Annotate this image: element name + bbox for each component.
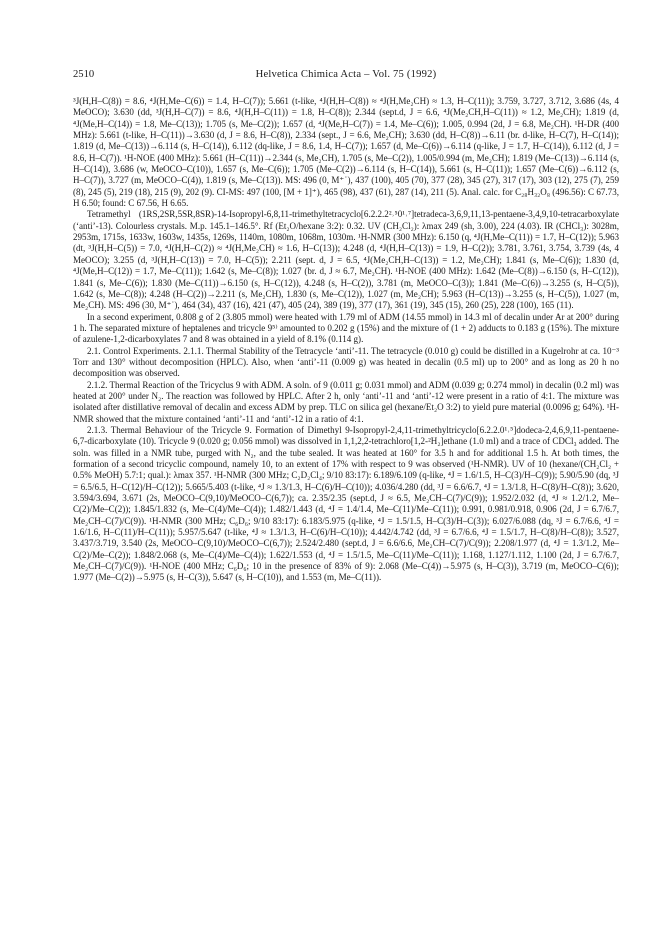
running-header [73, 69, 619, 85]
compound-anti-13-paragraph: Tetramethyl (1RS,2SR,5SR,8SR)-14-Isopropyl-6,8,11-trimethyltetracyclo[6.2.2.2²˒⁵0¹˒⁷]tetradeca-3,6,9,11,13-pentaene-3,4,9,10-tetracarboxylate (‘anti’-13). Colourless crystals. M.p. 145.1–146.5°. Rf (Et₂O/hexane 3:2): 0.32. UV (CH₂Cl₂): λmax 249 (sh, 3.00), 224 (4.03). IR (CHCl₃): 3028m, 2953m, 1715s, 1633w, 1603w, 1435s, 1269s, 1140m, 1080m, 1068m, 1030m. ¹H-NMR (300 MHz): 6.150 (q, ⁴J(H,Me–C(11)) = 1.7, H–C(12)); 5.963 (dt, ³J(H,H–C(5)) = 7.0, ⁴J(H,H–C(2)) ≈ ⁴J(H,Me₂CH) ≈ 1.6, H–C(13)); 4.248 (d, ⁴J(H,H–C(13)) = 1.9, H–C(2)); 3.781, 3.761, 3.754, 3.739 (4s, 4 MeOCO); 3.255 (d, ³J(H,H–C(13)) = 7.0, H–C(5)); 2.211 (sept. d, J = 6.5, ⁴J(Me₂CH,H–C(13)) = 1.2, Me₂CH); 1.841 (s, Me–C(6)); 1.830 (d, ⁴J(Me,H–C(12)) = 1.7, Me–C(11)); 1.642 (s, Me–C(8)); 1.027 (br. d, J ≈ 6.7, Me₂CH). ¹H-NOE (400 MHz): 1.642 (Me–C(8))→6.150 (s, H–C(12)), 1.841 (s, Me–C(6)); 1.830 (Me–C(11))→6.150 (s, H–C(12)), 4.248 (s, H–C(2)), 3.781 (m, MeOCO–C(3)); 1.841 (Me–C(6))→3.255 (s, H–C(5)), 1.642 (s, Me–C(8)); 4.248 (H–C(2))→2.211 (s, Me₂CH), 1.830 (s, Me–C(12)), 1.027 (m, Me₂CH); 5.963 (H–C(13))→3.255 (s, H–C(5)), 1.027 (m, Me₂CH). MS: 496 (30, M⁺˙), 464 (34), 437 (16), 421 (47), 405 (24), 389 (19), 377 (17), 361 (19), 345 (15), 260 (25), 228 (100), 165 (11). [73, 209, 619, 311]
nmr-data-paragraph: ³J(H,H–C(8)) = 8.6, ⁴J(H,Me–C(6)) = 1.4, H–C(7)); 5.661 (t-like, ⁴J(H,H–C(8)) ≈ ⁴J(H,Me₂CH) ≈ 1.3, H–C(11)); 3.759, 3.727, 3.712, 3.686 (4s, 4 MeOCO); 3.630 (dd, ³J(H,H–C(7)) = 8.6, ⁴J(H,H–C(11)) = 1.8, H–C(8)); 2.344 (sept.d, J = 6.6, ⁴J(Me₂CH,H–C(11)) ≈ 1.2, Me₂CH); 1.819 (d, ⁴J(Me,H–C(14)) = 1.8, Me–C(13)); 1.705 (s, Me–C(2)); 1.657 (d, ⁴J(Me,H–C(7)) = 1.4, Me–C(6)); 1.005, 0.994 (2d, J = 6.8, Me₂CH). ¹H-DR (400 MHz): 5.661 (t-like, H–C(11))→3.630 (d, J = 8.6, H–C(8)), 2.334 (sept., J = 6.6, Me₂CH); 3.630 (dd, H–C(8))→6.11 (br. d-like, H–C(7), H–C(14)); 1.819 (d, Me–C(13))→6.114 (s, H–C(14)), 6.112 (dq-like, J = 8.6, 1.4, H–C(7)); 1.657 (d, Me–C(6))→6.114 (q-like, J = 1.7, H–C(14)), 6.112 (d, J = 8.6, H–C(7)). ¹H-NOE (400 MHz): 5.661 (H–C(11))→2.344 (s, Me₂CH), 1.705 (s, Me–C(2)), 1.005/0.994 (m, Me₂CH); 1.819 (Me–C(13))→6.114 (s, H–C(14)), 3.686 (w, MeOCO–C(10)), 1.657 (s, Me–C(6)); 1.705 (Me–C(2))→6.114 (s, H–C(14)), 5.661 (s, H–C(11)); 1.657 (Me–C(6))→6.112 (s, H–C(7)), 3.727 (m, MeOCO–C(4)), 1.819 (s, Me–C(13)). MS: 496 (0, M⁺˙), 437 (100), 405 (70), 377 (28), 345 (27), 317 (17), 303 (12), 275 (7), 259 (8), 245 (5), 219 (18), 215 (9), 202 (9). CI-MS: 497 (100, [M + 1]⁺), 465 (98), 437 (61), 287 (14), 211 (5). Anal. calc. for C₂₈H₃₂O₈ (496.56): C 67.73, H 6.50; found: C 67.56, H 6.65. [73, 96, 619, 209]
control-experiments-paragraph: 2.1. Control Experiments. 2.1.1. Thermal Stability of the Tetracycle ‘anti’-11. The tetracycle (0.010 g) could be distilled in a Kugelrohr at ca. 10⁻³ Torr and 130° without decomposition (HPLC). Also, when ‘anti’-11 (0.009 g) was heated in decalin (0.5 ml) up to 200° and as long as 20 h no decomposition was observed. [73, 345, 619, 379]
page-number: 2510 [73, 69, 95, 80]
journal-title: Helvetica Chimica Acta – Vol. 75 (1992) [255, 69, 437, 80]
tricycle-thermal-paragraph: 2.1.3. Thermal Behaviour of the Tricycle 9. Formation of Dimethyl 9-Isopropyl-2,4,11-trimethyltricyclo[6.2.2.0¹˒⁵]dodeca-2,4,6,9,11-pentaene-6,7-dicarboxylate (10). Tricycle 9 (0.020 g; 0.056 mmol) was dissolved in 1,1,2,2-tetrachloro[1,2-²H₂]ethane (1.0 ml) and a trace of CDCl₃ added. The soln. was filled in a NMR tube, purged with N₂, and the tube sealed. It was heated at 160° for 3.5 h and for additional 1.5 h. At both times, the formation of a second tricyclic compound, namely 10, to an extent of 17% with respect to 9 was observed (¹H-NMR). UV of 10 (hexane/(CH₂Cl₂ + 0.5% MeOH) 5.7:1; qual.): λmax 357. ¹H-NMR (300 MHz; C₂D₂Cl₄; 9/10 83:17): 6.189/6.109 (q-like, ⁴J = 1.6/1.5, H–C(3)/H–C(9)); 5.90/5.90 (dq, ³J = 6.5/6.5, H–C(12)/H–C(12)); 5.665/5.403 (t-like, ⁴J ≈ 1.3/1.3, H–C(6)/H–C(10)); 4.036/4.280 (dd, ³J = 6.6/6.7, ⁴J = 1.3/1.8, H–C(8)/H–C(8)); 3.620, 3.594/3.694, 3.671 (2s, MeOCO–C(9,10)/MeOCO–C(6,7)); ca. 2.35/2.35 (sept.d, J ≈ 6.5, Me₂CH–C(7)/C(9)); 1.952/2.032 (d, ⁴J ≈ 1.2/1.2, Me–C(2)/Me–C(2)); 1.845/1.832 (s, Me–C(4)/Me–C(4)); 1.482/1.443 (d, ⁴J = 1.4/1.4, Me–C(11)/Me–C(11)); 0.991, 0.981/0.918, 0.906 (2d, J = 6.7/6.7, Me₂CH–C(7)/C(9)). ¹H-NMR (300 MHz; C₆D₆; 9/10 83:17): 6.183/5.975 (q-like, ⁴J = 1.5/1.5, H–C(3)/H–C(3)); 6.027/6.088 (dq, ³J = 6.7/6.6, ⁴J = 1.6/1.6, H–C(11)/H–C(11)); 5.957/5.647 (t-like, ⁴J ≈ 1.3/1.3, H–C(6)/H–C(10)); 4.442/4.742 (dd, ³J = 6.7/6.6, ⁴J = 1.5/1.7, H–C(8)/H–C(8)); 3.527, 3.437/3.719, 3.540 (2s, MeOCO–C(9,10)/MeOCO–C(6,7)); 2.524/2.480 (sept.d, J = 6.6/6.6, Me₂CH–C(7)/C(9)); 2.208/1.977 (d, ⁴J = 1.3/1.2, Me–C(2)/Me–C(2)); 1.848/2.068 (s, Me–C(4)/Me–C(4)); 1.622/1.553 (d, ⁴J = 1.5/1.5, Me–C(11)/Me–C(11)); 1.168, 1.127/1.112, 1.100 (2d, J = 6.7/6.7, Me₂CH–C(7)/C(9)). ¹H-NOE (400 MHz; C₆D₆; 10 in the presence of 83% of 9): 2.068 (Me–C(4))→5.975 (s, H–C(3)), 3.719 (m, MeOCO–C(6)); 1.977 (Me–C(2))→5.975 (s, H–C(3)), 5.647 (s, H–C(10)), and 1.553 (m, Me–C(11)). [73, 424, 619, 583]
article-body [73, 96, 619, 584]
tricyclus-adm-paragraph: 2.1.2. Thermal Reaction of the Tricyclus 9 with ADM. A soln. of 9 (0.011 g; 0.031 mmol) and ADM (0.039 g; 0.274 mmol) in decalin (0.2 ml) was heated at 200° under N₂. The reaction was followed by HPLC. After 2 h, only ‘anti’-11 and ‘anti’-12 were present in a ratio of 4:1. The mixture was isolated after distillative removal of decalin and excess ADM by prep. TLC on silica gel (hexane/Et₂O 3:2) to yield pure material (0.0096 g; 64%). ¹H-NMR showed that the mixture contained ‘anti’-11 and ‘anti’-12 in a ratio of 4:1. [73, 379, 619, 424]
second-experiment-paragraph: In a second experiment, 0.808 g of 2 (3.805 mmol) were heated with 1.79 ml of ADM (14.55 mmol) in 14.3 ml of decalin under Ar at 200° during 1 h. The separated mixture of heptalenes and tricycle 9⁵⁾ amounted to 0.202 g (15%) and the mixture of (1 + 2) adducts to 0.183 g (15%). The mixture of azulene-1,2-dicarboxylates 7 and 8 was obtained in a yield of 8.1% (0.114 g). [73, 311, 619, 345]
